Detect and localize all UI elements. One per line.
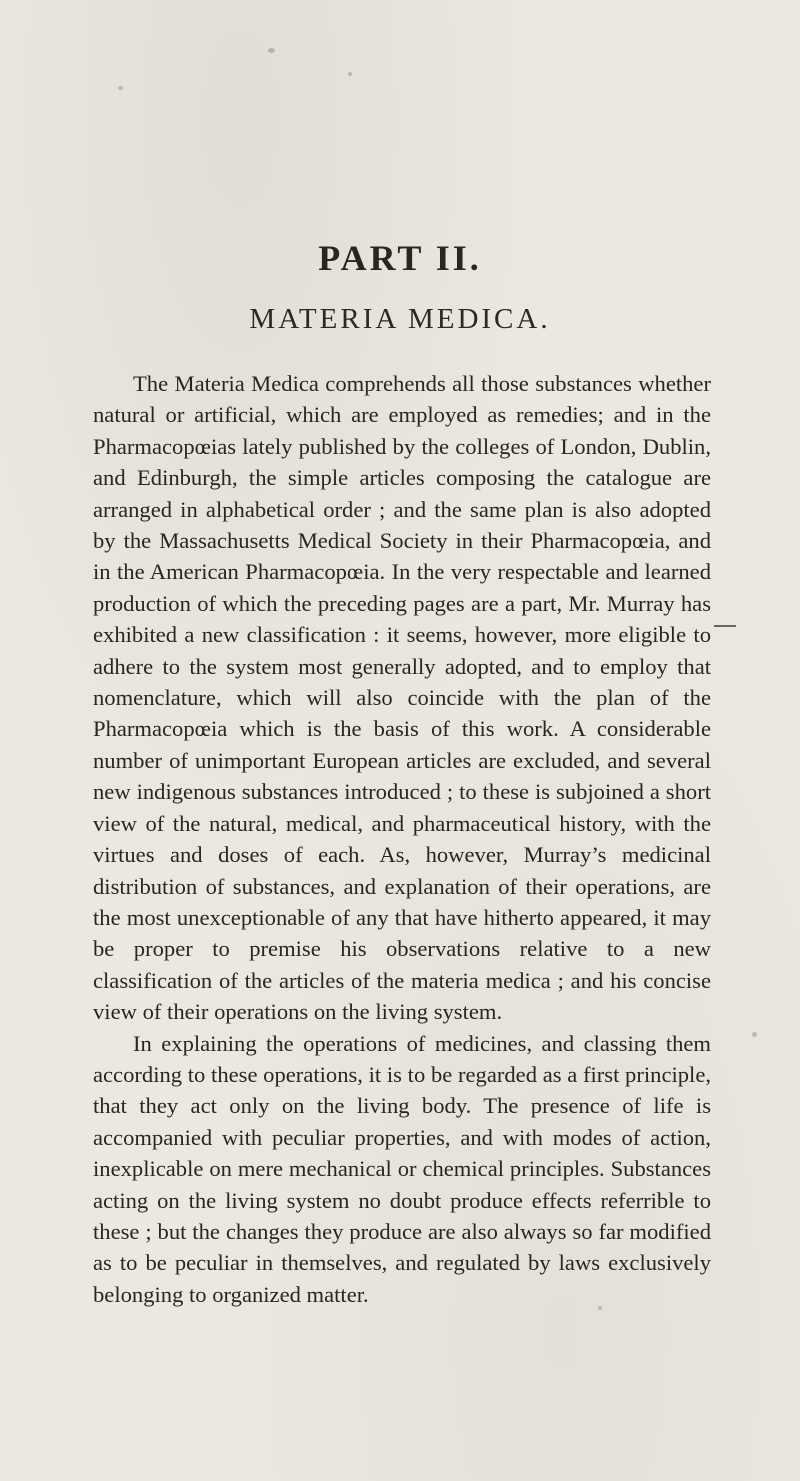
body-text xyxy=(93,368,711,1310)
paper-speck xyxy=(118,86,123,90)
paragraph-2: In explaining the operations of medicines, and classing them according to these operations, it is to be regarded as a first principle, that they act only on the living body. The presence of life is accompanied with peculiar properties, and with modes of action, inexplicable on mere mechanical or chemical principles. Substances acting on the living system no doubt produce effects referrible to these ; but the changes they produce are also always so far modified as to be peculiar in themselves, and regulated by laws exclusively belonging to organized matter. xyxy=(93,1030,711,1307)
paper-speck xyxy=(268,48,275,53)
paper-speck xyxy=(752,1032,757,1037)
section-heading: MATERIA MEDICA. xyxy=(249,303,551,335)
margin-mark xyxy=(714,625,736,627)
part-heading: PART II. xyxy=(318,238,482,278)
paper-speck xyxy=(348,72,352,76)
paragraph-1: The Materia Medica comprehends all those substances whether natural or artificial, which are employed as remedies; and in the Pharmacopœias lately published by the colleges of London, Dublin, and Edinburgh, the simple articles composing the catalogue are arranged in alphabetical order ; and the same plan is also adopted by the Massachusetts Medical Society in their Pharmacopœia, and in the American Pharmacopœia. In the very respectable and learned production of which the preceding pages are a part, Mr. Murray has exhibited a new classification : it seems, however, more eligible to adhere to the system most generally adopted, and to employ that nomenclature, which will also coincide with the plan of the Pharmacopœia which is the basis of this work. A considerable number of unimportant European articles are excluded, and several new indigenous substances introduced ; to these is subjoined a short view of the natural, medical, and pharmaceutical history, with the virtues and doses of each. As, however, Murray’s medicinal distribution of substances, and explanation of their operations, are the most unexceptionable of any that have hitherto appeared, it may be proper to premise his observations relative to a new classification of the articles of the materia medica ; and his concise view of their operations on the living system. xyxy=(93,371,711,1025)
